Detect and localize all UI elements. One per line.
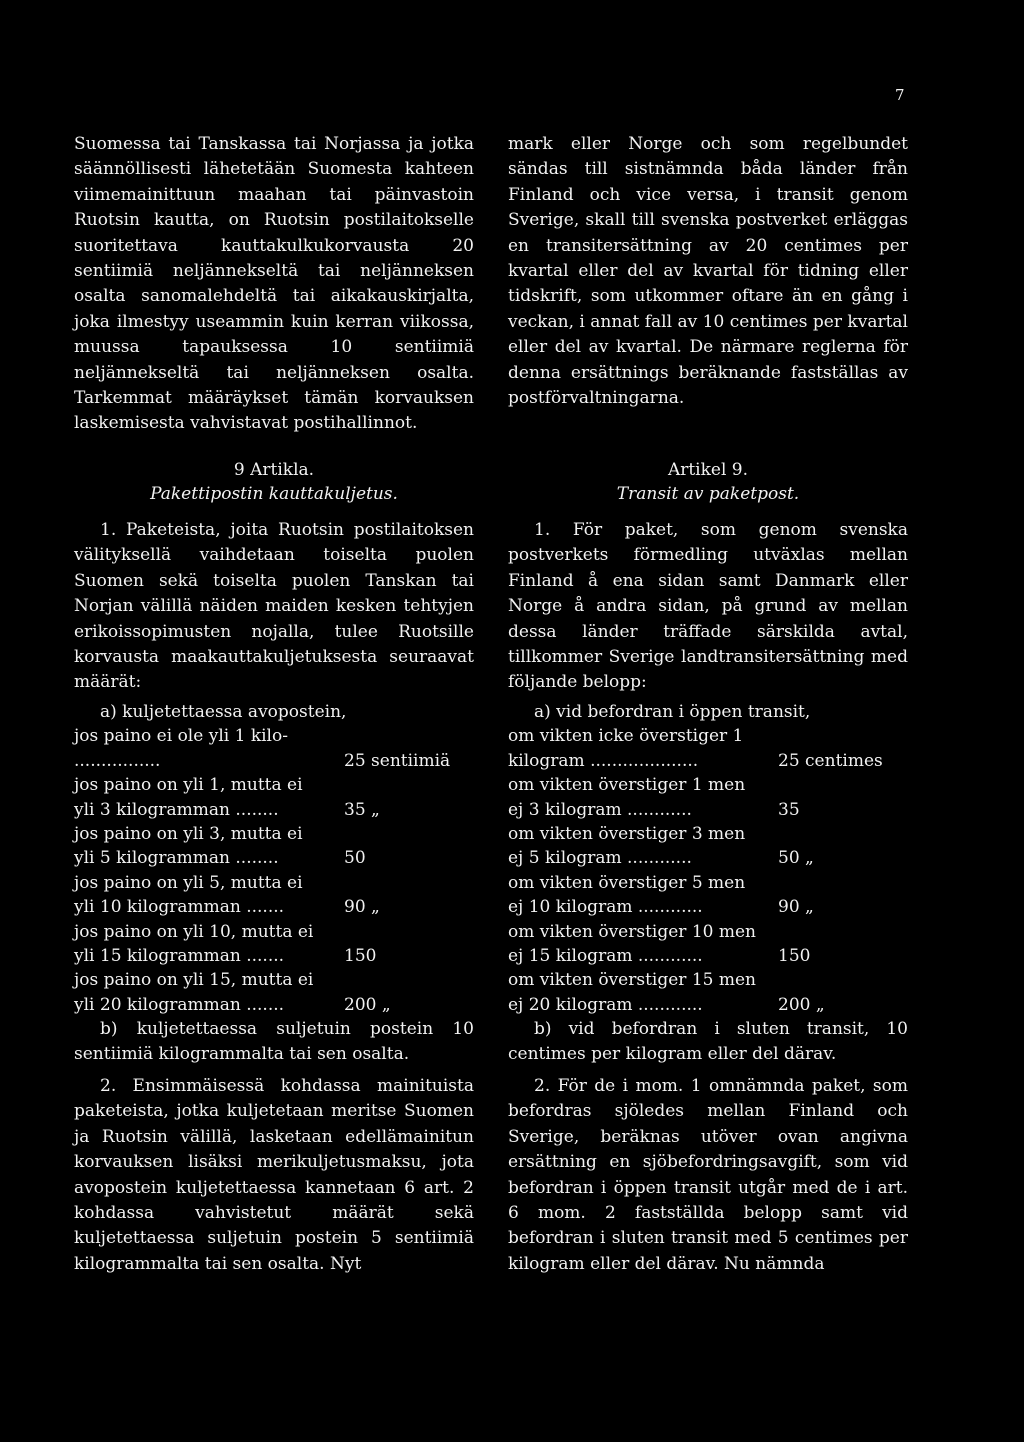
finnish-rate-5-value: 200 „ (344, 994, 391, 1015)
swedish-rate-3-label-2: ej 10 kilogram ............ (508, 897, 703, 918)
swedish-rate-0-label-2: kilogram .................... (508, 750, 699, 771)
swedish-rate-0 (508, 749, 908, 773)
swedish-rate-1-value: 35 (778, 799, 800, 820)
swedish-rate-5-value: 200 „ (778, 994, 825, 1015)
swedish-rate-2-label-2: ej 5 kilogram ............ (508, 848, 692, 869)
finnish-rate-4-label: jos paino on yli 10, mutta ei (74, 921, 314, 942)
swedish-rate-4 (508, 944, 908, 968)
swedish-rate-2-label: om vikten överstiger 3 men (508, 824, 746, 845)
swedish-article-heading: Artikel 9. (667, 460, 749, 480)
swedish-paragraph-1: 1. För paket, som genom svenska postverkets förmedling utväxlas mellan Finland å ena sidan samt Danmark eller Norge å andra sidan, på grund av mellan dessa länder träffade särskilda avtal, tillkommer Sverige landtransitersättning med följande belopp: (508, 520, 908, 693)
swedish-rate-1-label-2: ej 3 kilogram ............ (508, 799, 692, 820)
finnish-a-intro: a) kuljetettaessa avopostein, (100, 702, 347, 722)
swedish-rate-1 (508, 798, 908, 822)
swedish-rate-5 (508, 993, 908, 1017)
finnish-rate-5 (74, 993, 474, 1017)
finnish-rate-0-dots: ................ (74, 750, 161, 771)
swedish-rate-5-label: om vikten överstiger 15 men (508, 970, 757, 991)
finnish-rate-4 (74, 944, 474, 968)
finnish-rate-2-value: 50 (344, 848, 366, 869)
swedish-a-intro: a) vid befordran i öppen transit, (534, 702, 811, 722)
finnish-rate-5-label: jos paino on yli 15, mutta ei (74, 970, 314, 991)
swedish-rate-2 (508, 846, 908, 870)
page-number: 7 (895, 86, 905, 104)
finnish-rate-3-label-2: yli 10 kilogramman ....... (74, 897, 285, 918)
swedish-rate-5-label-2: ej 20 kilogram ............ (508, 994, 703, 1015)
swedish-intro-paragraph: mark eller Norge och som regelbundet sändas till sistnämnda båda länder från Finland och vice versa, i transit genom Sverige, skall till svenska postverket erläggas en transitersättning av 20 centimes per kvartal eller del av kvartal för tidning eller tidskrift, som utkommer oftare än en gång i veckan, i annat fall av 10 centimes per kvartal eller del av kvartal. De närmare reglerna för denna ersättnings beräknande fastställas av postförvaltningarna. (508, 134, 908, 409)
swedish-rate-2-value: 50 „ (778, 848, 814, 869)
swedish-rate-3-value: 90 „ (778, 897, 814, 918)
swedish-rate-0-value: 25 centimes (778, 750, 883, 771)
swedish-rate-4-value: 150 (778, 946, 811, 967)
swedish-rate-4-label: om vikten överstiger 10 men (508, 921, 757, 942)
swedish-article-subheading: Transit av paketpost. (616, 484, 800, 504)
finnish-rate-3-value: 90 „ (344, 897, 380, 918)
finnish-rate-5-label-2: yli 20 kilogramman ....... (74, 994, 285, 1015)
finnish-rate-2-label: jos paino on yli 3, mutta ei (74, 824, 303, 845)
finnish-rate-4-value: 150 (344, 946, 377, 967)
finnish-paragraph-1: 1. Paketeista, joita Ruotsin postilaitoksen välityksellä vaihdetaan toiselta puolen Suomen sekä toiselta puolen Tanskan tai Norjan välillä näiden maiden kesken tehtyjen erikoissopimusten nojalla, tulee Ruotsille korvausta maakauttakuljetuksesta seuraavat määrät: (74, 520, 474, 693)
finnish-rate-3-label: jos paino on yli 5, mutta ei (74, 872, 303, 893)
swedish-paragraph-2: 2. För de i mom. 1 omnämnda paket, som befordras sjöledes mellan Finland och Sverige, beräknas utöver ovan angivna ersättning en sjöbefordringsavgift, som vid befordran i öppen transit utgår med de i art. 6 mom. 2 fastställda belopp samt vid befordran i sluten transit med 5 centimes per kilogram eller del därav. Nu nämnda (508, 1076, 908, 1274)
swedish-b-text: b) vid befordran i sluten transit, 10 centimes per kilogram eller del därav. (508, 1019, 908, 1064)
finnish-rate-2-label-2: yli 5 kilogramman ........ (74, 848, 279, 869)
finnish-paragraph-2: 2. Ensimmäisessä kohdassa mainituista paketeista, jotka kuljetetaan meritse Suomen ja Ruotsin välillä, lasketaan edellämainitun korvauksen lisäksi merikuljetusmaksu, jota avopostein kuljetettaessa kannetaan 6 art. 2 kohdassa vahvistetut määrät sekä kuljetettaessa suljetuin postein 5 sentiimiä kilogrammalta tai sen osalta. Nyt (74, 1076, 474, 1274)
finnish-rate-0-value: 25 sentiimiä (344, 750, 451, 771)
finnish-rate-0-label: jos paino ei ole yli 1 kilo- (74, 726, 288, 747)
finnish-rate-list (74, 700, 474, 1066)
swedish-rate-3-label: om vikten överstiger 5 men (508, 872, 746, 893)
swedish-rate-0-label: om vikten icke överstiger 1 (508, 726, 744, 747)
swedish-rate-3 (508, 895, 908, 919)
finnish-rate-2 (74, 846, 474, 870)
finnish-rate-3 (74, 895, 474, 919)
swedish-rate-4-label-2: ej 15 kilogram ............ (508, 946, 703, 967)
finnish-rate-4-label-2: yli 15 kilogramman ....... (74, 946, 285, 967)
finnish-rate-1 (74, 798, 474, 822)
finnish-b-text: b) kuljetettaessa suljetuin postein 10 sentiimiä kilogrammalta tai sen osalta. (74, 1019, 474, 1064)
finnish-rate-1-value: 35 „ (344, 799, 380, 820)
swedish-rate-1-label: om vikten överstiger 1 men (508, 775, 746, 796)
finnish-rate-0 (74, 749, 474, 773)
finnish-article-subheading: Pakettipostin kauttakuljetus. (150, 484, 398, 504)
finnish-article-heading: 9 Artikla. (233, 460, 315, 480)
finnish-rate-1-label: jos paino on yli 1, mutta ei (74, 775, 303, 796)
finnish-intro-paragraph: Suomessa tai Tanskassa tai Norjassa ja jotka säännöllisesti lähetetään Suomesta kahteen viimemainittuun maahan tai päinvastoin Ruotsin kautta, on Ruotsin postilaitokselle suoritettava kauttakulkukorvausta 20 sentiimiä neljännekseltä tai neljänneksen osalta sanomalehdeltä tai aikakauskirjalta, joka ilmestyy useammin kuin kerran viikossa, muussa tapauksessa 10 sentiimiä neljännekseltä tai neljänneksen osalta. Tarkemmat määräykset tämän korvauksen laskemisesta vahvistavat postihallinnot. (74, 134, 474, 434)
finnish-rate-1-label-2: yli 3 kilogramman ........ (74, 799, 279, 820)
swedish-rate-list (508, 700, 908, 1066)
